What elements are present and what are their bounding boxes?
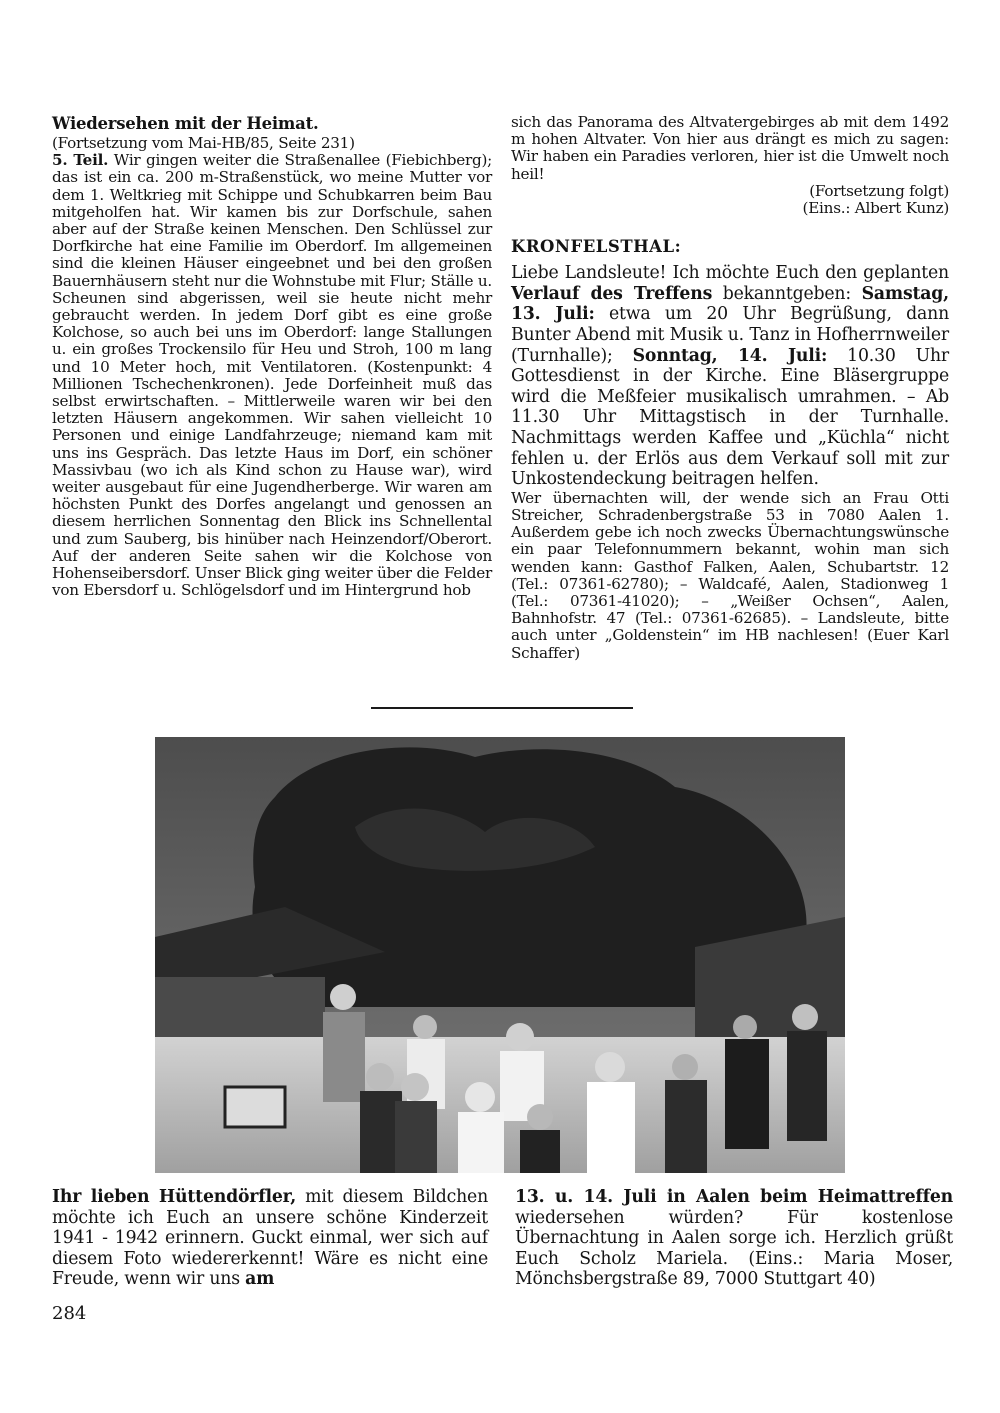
section-divider bbox=[371, 707, 633, 709]
announcement-text-4: 10.30 Uhr Gottesdienst in der Kirche. Eine Bläsergruppe wird die Meßfeier musikalisch umrahmen. – Ab 11.30 Uhr Mittagstisch in der Turnhalle. Nachmittags werden Kaffee und „Küchla“ nicht fehlen u. der Erlös aus dem Verkauf soll mit zur Unkostendeckung beitragen helfen. bbox=[511, 345, 949, 490]
article-body bbox=[52, 152, 492, 599]
section-heading-kronfelsthal: KRONFELSTHAL: bbox=[511, 237, 682, 257]
caption-right-bold-start: 13. u. 14. Juli in Aalen beim Heimattreffen bbox=[515, 1187, 953, 1207]
announcement-text-2: bekanntgeben: bbox=[712, 283, 862, 304]
announcement-text-1: Liebe Landsleute! Ich möchte Euch den geplanten bbox=[511, 263, 949, 284]
caption-left-bold-end: am bbox=[245, 1269, 275, 1290]
group-photo-image bbox=[155, 737, 845, 1173]
caption-left-text: mit diesem Bildchen möchte ich Euch an unsere schöne Kinderzeit 1941 - 1942 erinnern. Guckt einmal, wer sich auf diesem Foto wiedererkennt! Wäre es nicht eine Freude, wenn wir uns bbox=[52, 1187, 488, 1290]
announcement-bold-3: Sonntag, 14. Juli: bbox=[632, 345, 828, 366]
submitted-by-note: (Eins.: Albert Kunz) bbox=[802, 199, 949, 218]
announcement-bold-1: Verlauf des Treffens bbox=[511, 283, 713, 304]
group-photo bbox=[155, 737, 845, 1173]
article-right-column bbox=[511, 114, 949, 662]
article-title: Wiedersehen mit der Heimat. bbox=[52, 114, 319, 133]
continuation-note: (Fortsetzung vom Mai-HB/85, Seite 231) bbox=[52, 134, 355, 152]
caption-left-bold-start: Ihr lieben Hüttendörfler, bbox=[52, 1187, 297, 1207]
meeting-announcement bbox=[511, 263, 949, 490]
accommodation-info: Wer übernachten will, der wende sich an Frau Otti Streicher, Schradenbergstraße 53 in 7080 Aalen 1. Außerdem gebe ich noch zwecks Übernachtungswünsche ein paar Telefonnummern bekannt, wohin man sich wenden kann: Gasthof Falken, Aalen, Schubartstr. 12 (Tel.: 07361-62780); – Waldcafé, Aalen, Stadionweg 1 (Tel.: 07361-41020); – „Weißer Ochsen“, Aalen, Bahnhofstr. 47 (Tel.: 07361-62685). – Landsleute, bitte auch unter „Goldenstein“ im HB nachlesen! (Euer Karl Schaffer) bbox=[511, 488, 949, 662]
photo-caption-right bbox=[515, 1187, 953, 1290]
article-body-text: Wir gingen weiter die Straßenallee (Fiebichberg); das ist ein ca. 200 m-Straßenstück, wo meine Mutter vor dem 1. Weltkrieg mit Schippe und Schubkarren beim Bau mitgeholfen hat. Wir kamen bis zur Dorfschule, sahen aber auf der Straße keinen Menschen. Den Schlüssel zur Dorfkirche hat eine Familie im Oberdorf. Im allgemeinen sind die kleinen Häuser eingeebnet und bei den großen Bauernhäusern steht nur die Wohnstube mit Flur; Ställe u. Scheunen sind abgerissen, weil sie heute nicht mehr gebraucht werden. In jedem Dorf gibt es eine große Kolchose, so auch bei uns im Oberdorf: lange Stallungen u. ein großes Trockensilo für Heu und Stroh, 100 m lang und 10 Meter hoch, mit Ventilatoren. (Kostenpunkt: 4 Millionen Tschechenkronen). Jede Dorfeinheit muß das selbst erwirtschaften. – Mittlerweile waren wir bei den letzten Häusern angekommen. Wir sahen vielleicht 10 Personen und einige Landfahrzeuge; niemand kam mit uns ins Gespräch. Das letzte Haus im Dorf, ein schöner Massivbau (wo ich als Kind schon zu Hause war), wird weiter ausgebaut für eine Jugendherberge. Wir waren am höchsten Punkt des Dorfes angelangt und genossen an diesem herrlichen Sonnentag den Blick ins Schnellental und zum Sauberg, bis hinüber nach Heinzendorf/Oberort. Auf der anderen Seite sahen wir die Kolchose von Hohenseibersdorf. Unser Blick ging weiter über die Felder von Ebersdorf u. Schlögelsdorf und im Hintergrund hob bbox=[52, 151, 492, 600]
to-be-continued-note: (Fortsetzung folgt) bbox=[809, 181, 949, 200]
part-label: 5. Teil. bbox=[52, 151, 109, 170]
page-number: 284 bbox=[52, 1303, 87, 1324]
article-continued-text: sich das Panorama des Altvatergebirges ab mit dem 1492 m hohen Altvater. Von hier aus drängt es mich zu sagen: Wir haben ein Paradies verloren, hier ist die Umwelt noch heil! bbox=[511, 113, 949, 183]
announcement-text-3: etwa um 20 Uhr Begrüßung, dann Bunter Abend mit Musik u. Tanz in Hofherrnweiler (Turnhalle); bbox=[511, 304, 949, 366]
photo-caption-left bbox=[52, 1187, 488, 1290]
article-left-column bbox=[52, 114, 492, 599]
caption-right-text: wiedersehen würden? Für kostenlose Übernachtung in Aalen sorge ich. Herzlich grüßt Euch Scholz Mariela. (Eins.: Maria Moser, Mönchsbergstraße 89, 7000 Stuttgart 40) bbox=[515, 1207, 953, 1290]
announcement-bold-2: Samstag, 13. Juli: bbox=[511, 283, 949, 325]
